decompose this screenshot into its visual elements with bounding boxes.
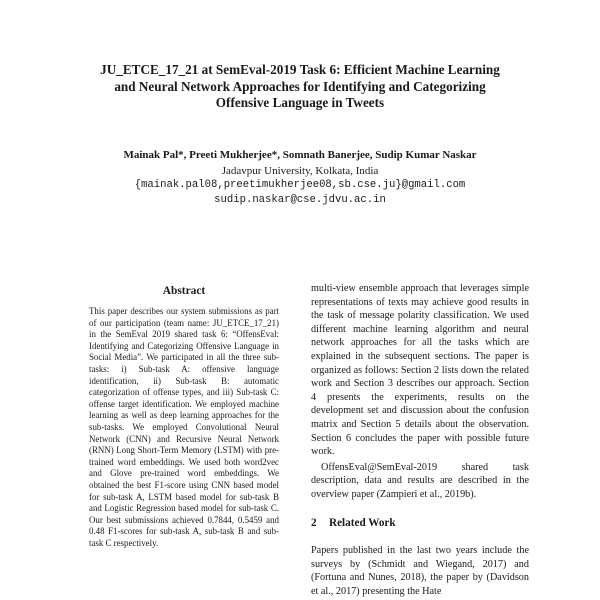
intro-paragraph: multi-view ensemble approach that leverages simple representations of texts may achieve good results in the task of message polarity classification. We used different machine learning algorithm and neural network approaches for all the tasks which are explained in the subsequent sections. The paper is organized as follows: Section 2 lists down the related work and Section 3 describes our approach. Section 4 presents the experiments, results on the development set and discussion about the confusion matrix and Section 5 details about the observation. Section 6 concludes the paper with possible future work. xyxy=(311,283,529,458)
shared-task-paragraph: OffensEval@SemEval-2019 shared task description, data and results are described in the overview paper (Zampieri et al., 2019b). xyxy=(311,461,529,500)
title-line-2: and Neural Network Approaches for Identifying and Categorizing xyxy=(114,78,486,94)
author-list: Mainak Pal*, Preeti Mukherjee*, Somnath Banerjee, Sudip Kumar Naskar xyxy=(123,149,477,161)
affiliation: Jadavpur University, Kolkata, India xyxy=(221,165,379,177)
section-title: Related Work xyxy=(329,516,396,529)
related-work-paragraph: Papers published in the last two years include the surveys by (Schmidt and Wiegand, 2017) and (Fortuna and Nunes, 2018), the paper by (Davidson et al., 2017) presenting the Hate xyxy=(311,545,529,597)
email-line-2: sudip.naskar@cse.jdvu.ac.in xyxy=(214,194,386,206)
paper-title xyxy=(60,62,540,112)
section-number: 2 xyxy=(311,516,317,529)
title-line-1: JU_ETCE_17_21 at SemEval-2019 Task 6: Efficient Machine Learning xyxy=(100,62,500,77)
abstract-heading: Abstract xyxy=(162,285,206,297)
right-column xyxy=(311,282,529,598)
section-heading-related-work xyxy=(311,517,529,531)
footnote-remnant xyxy=(89,592,229,600)
email-line-1: {mainak.pal08,preetimukherjee08,sb.cse.ju}@gmail.com xyxy=(134,179,466,191)
abstract-body: This paper describes our system submissions as part of our participation (team name: JU_ETCE_17_21) in the SemEval 2019 shared task 6: “OffensEval: Identifying and Categorizing Offensive Language in Social Media”. We participated in all the three sub-tasks: i) Sub-task A: offensive language identification, ii) Sub-task B: automatic categorization of offense types, and iii) Sub-task C: offense target identification. We employed machine learning as well as deep learning approaches for the sub-tasks. We employed Convolutional Neural Network (CNN) and Recursive Neural Network (RNN) Long Short-Term Memory (LSTM) with pre-trained word embeddings. We used both word2vec and Glove pre-trained word embeddings. We obtained the best F1-score using CNN based model for sub-task A, LSTM based model for sub-task B and Logistic Regression based model for sub-task C. Our best submissions achieved 0.7844, 0.5459 and 0.48 F1-scores for sub-task A, sub-task B and sub-task C respectively. xyxy=(89,306,279,548)
title-line-3: Offensive Language in Tweets xyxy=(215,95,385,110)
